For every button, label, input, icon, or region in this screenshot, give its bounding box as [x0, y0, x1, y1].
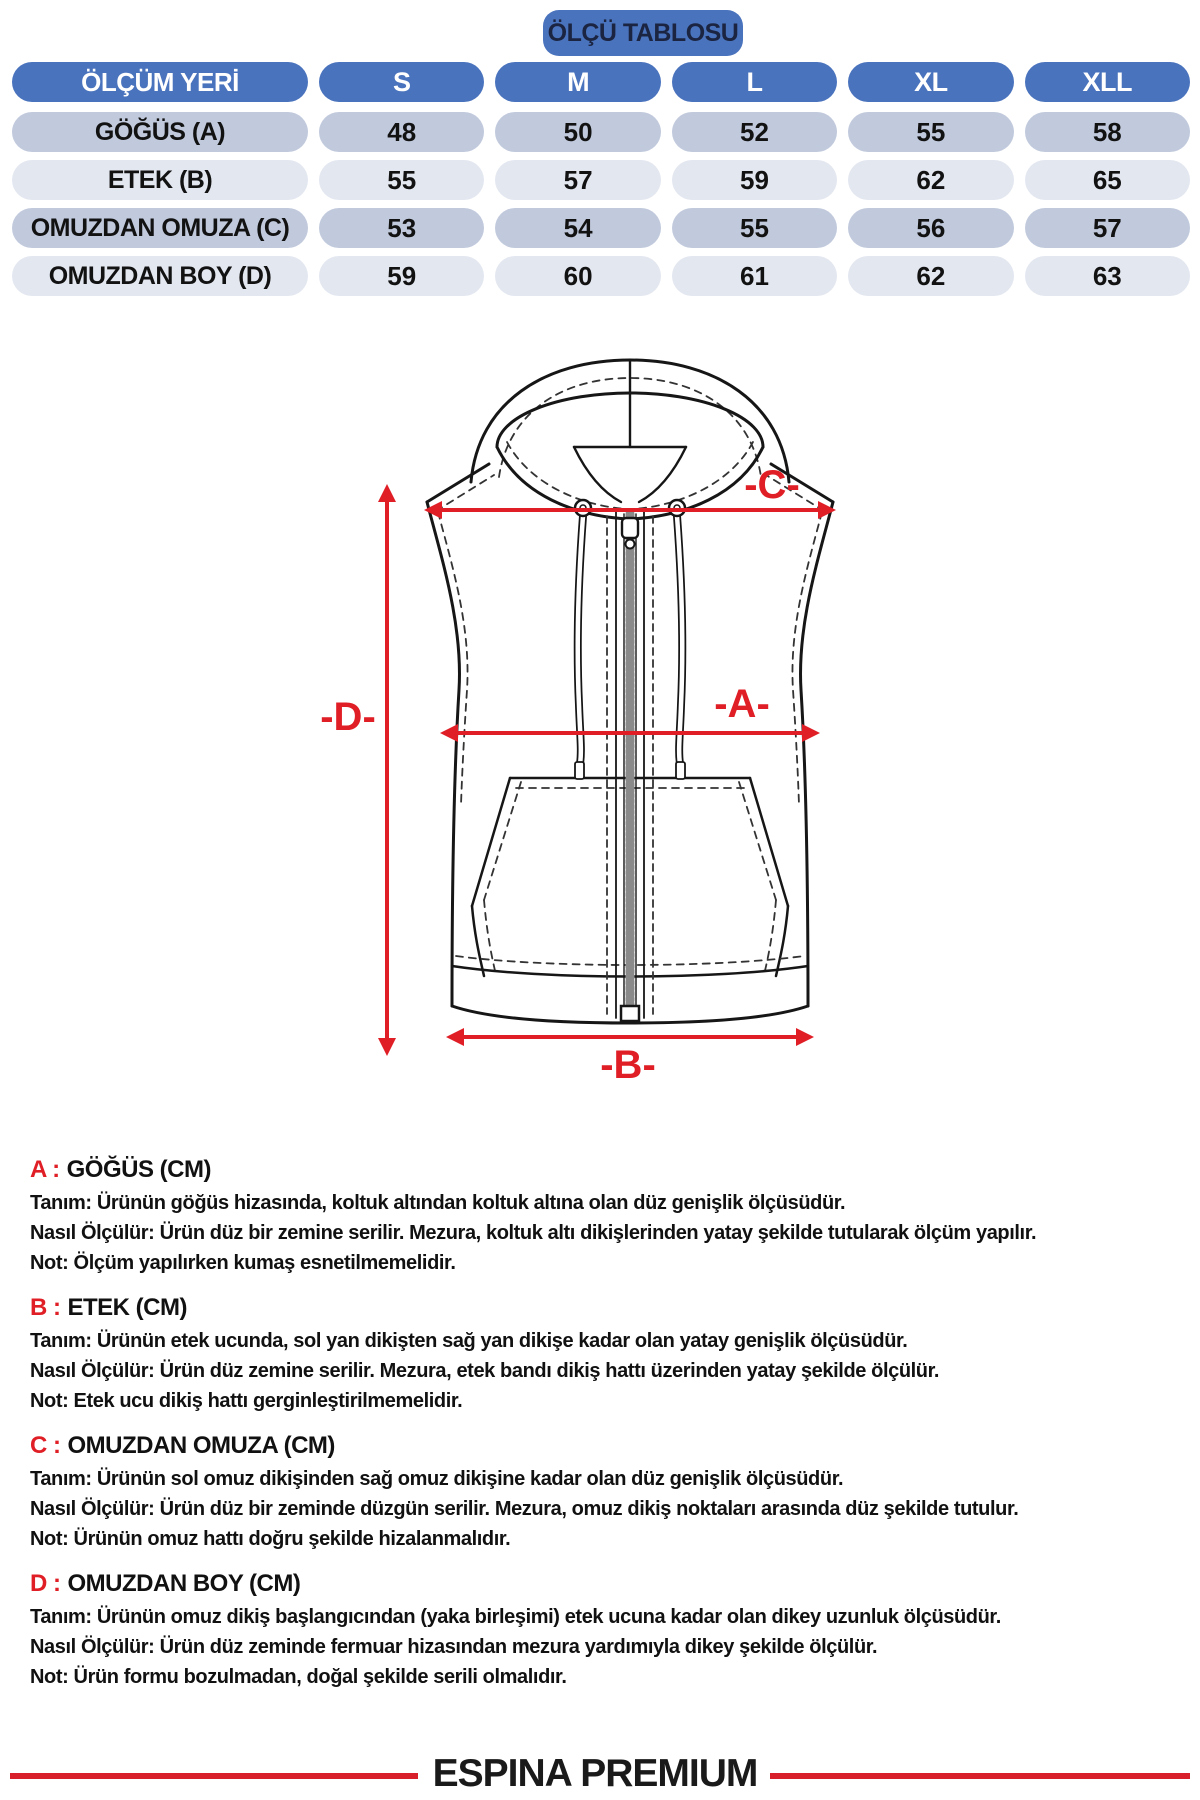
- label-c: -C-: [744, 463, 800, 507]
- brand-name: ESPINA PREMIUM: [432, 1752, 758, 1795]
- chest-s: 48: [319, 112, 484, 152]
- length-xll: 63: [1025, 256, 1190, 296]
- label-a: -A-: [714, 682, 770, 726]
- guide-how-to: Nasıl Ölçülür: Ürün düz zeminde fermuar hizasından mezura yardımıyla dikey şekilde ölçülür.: [30, 1636, 878, 1658]
- shoulder-xl: 56: [848, 208, 1013, 248]
- chest-xll: 58: [1025, 112, 1190, 152]
- row-label: GÖĞÜS (A): [12, 112, 308, 152]
- row-label: ETEK (B): [12, 160, 308, 200]
- guide-how-to: Nasıl Ölçülür: Ürün düz bir zemine serilir. Mezura, koltuk altı dikişlerinden yatay şekilde tutularak ölçüm yapılır.: [30, 1222, 1037, 1244]
- hem-m: 57: [495, 160, 660, 200]
- dimension-arrow-d: [378, 484, 396, 1056]
- length-xl: 62: [848, 256, 1013, 296]
- header-size-l: L: [672, 62, 837, 102]
- guide-heading-letter: D :: [30, 1570, 61, 1597]
- label-b: -B-: [600, 1043, 656, 1087]
- guide-heading-letter: B :: [30, 1294, 61, 1321]
- shoulder-s: 53: [319, 208, 484, 248]
- row-label: OMUZDAN OMUZA (C): [12, 208, 308, 248]
- size-chart-title: [543, 10, 743, 56]
- guide-how-to: Nasıl Ölçülür: Ürün düz zemine serilir. Mezura, etek bandı dikiş hattı üzerinden yatay şekilde ölçülür.: [30, 1360, 940, 1382]
- guide-note: Not: Ölçüm yapılırken kumaş esnetilmemelidir.: [30, 1252, 456, 1274]
- guide-heading: [30, 1294, 1190, 1326]
- size-chart-title-label: ÖLÇÜ TABLOSU: [547, 18, 739, 47]
- guide-definition: Tanım: Ürünün omuz dikiş başlangıcından (yaka birleşimi) etek ucuna kadar olan dikey uzunluk ölçüsüdür.: [30, 1606, 1001, 1628]
- guide-definition: Tanım: Ürünün göğüs hizasında, koltuk altından koltuk altına olan düz genişlik ölçüsüdür.: [30, 1192, 846, 1214]
- guide-heading: [30, 1156, 1190, 1188]
- guide-section-b: [30, 1294, 1190, 1416]
- header-size-xll: XLL: [1025, 62, 1190, 102]
- footer: [0, 1752, 1200, 1800]
- shoulder-l: 55: [672, 208, 837, 248]
- hem-xl: 62: [848, 160, 1013, 200]
- hem-xll: 65: [1025, 160, 1190, 200]
- guide-heading-letter: C :: [30, 1432, 61, 1459]
- length-m: 60: [495, 256, 660, 296]
- header-size-xl: XL: [848, 62, 1013, 102]
- table-row-chest: [12, 112, 1190, 152]
- zipper: [607, 510, 653, 1021]
- size-table: [12, 62, 1190, 304]
- chest-m: 50: [495, 112, 660, 152]
- chest-l: 52: [672, 112, 837, 152]
- size-table-header-row: [12, 62, 1190, 102]
- table-row-length: [12, 256, 1190, 296]
- zipper-pull: [622, 518, 638, 538]
- guide-heading-letter: A :: [30, 1156, 60, 1183]
- guide-heading-title: OMUZDAN BOY (CM): [67, 1570, 301, 1597]
- header-size-s: S: [319, 62, 484, 102]
- guide-definition: Tanım: Ürünün sol omuz dikişinden sağ omuz dikişine kadar olan düz genişlik ölçüsüdür.: [30, 1468, 844, 1490]
- guide-note: Not: Ürün formu bozulmadan, doğal şekilde serili olmalıdır.: [30, 1666, 567, 1688]
- hood: [471, 360, 789, 519]
- guide-section-c: [30, 1432, 1190, 1554]
- shoulder-m: 54: [495, 208, 660, 248]
- guide-heading: [30, 1570, 1190, 1602]
- cord-aglet-right: [676, 762, 685, 779]
- zipper-bottom-stop: [621, 1006, 639, 1021]
- guide-note: Not: Ürünün omuz hattı doğru şekilde hizalanmalıdır.: [30, 1528, 511, 1550]
- guide-definition: Tanım: Ürünün etek ucunda, sol yan dikişten sağ yan dikişe kadar olan yatay genişlik ölçüsüdür.: [30, 1330, 908, 1352]
- length-s: 59: [319, 256, 484, 296]
- guide-heading: [30, 1432, 1190, 1464]
- header-size-m: M: [495, 62, 660, 102]
- chest-xl: 55: [848, 112, 1013, 152]
- shoulder-xll: 57: [1025, 208, 1190, 248]
- zipper-pull-hole: [626, 540, 635, 549]
- label-d: -D-: [320, 695, 376, 739]
- hem-l: 59: [672, 160, 837, 200]
- vest-technical-drawing: [0, 330, 1200, 1100]
- table-row-shoulder: [12, 208, 1190, 248]
- cord-aglet-left: [575, 762, 584, 779]
- footer-rule-right: [770, 1773, 1190, 1779]
- measurement-guide: [30, 1156, 1190, 1708]
- guide-heading-title: GÖĞÜS (CM): [66, 1156, 211, 1183]
- header-measurement-place: ÖLÇÜM YERİ: [12, 62, 308, 102]
- guide-section-a: [30, 1156, 1190, 1278]
- guide-heading-title: OMUZDAN OMUZA (CM): [67, 1432, 335, 1459]
- row-label: OMUZDAN BOY (D): [12, 256, 308, 296]
- length-l: 61: [672, 256, 837, 296]
- guide-heading-title: ETEK (CM): [67, 1294, 187, 1321]
- guide-how-to: Nasıl Ölçülür: Ürün düz bir zeminde düzgün serilir. Mezura, omuz dikiş noktaları arasında düz şekilde tutulur.: [30, 1498, 1019, 1520]
- guide-section-d: [30, 1570, 1190, 1692]
- hem-s: 55: [319, 160, 484, 200]
- table-row-hem: [12, 160, 1190, 200]
- guide-note: Not: Etek ucu dikiş hattı gerginleştirilmemelidir.: [30, 1390, 463, 1412]
